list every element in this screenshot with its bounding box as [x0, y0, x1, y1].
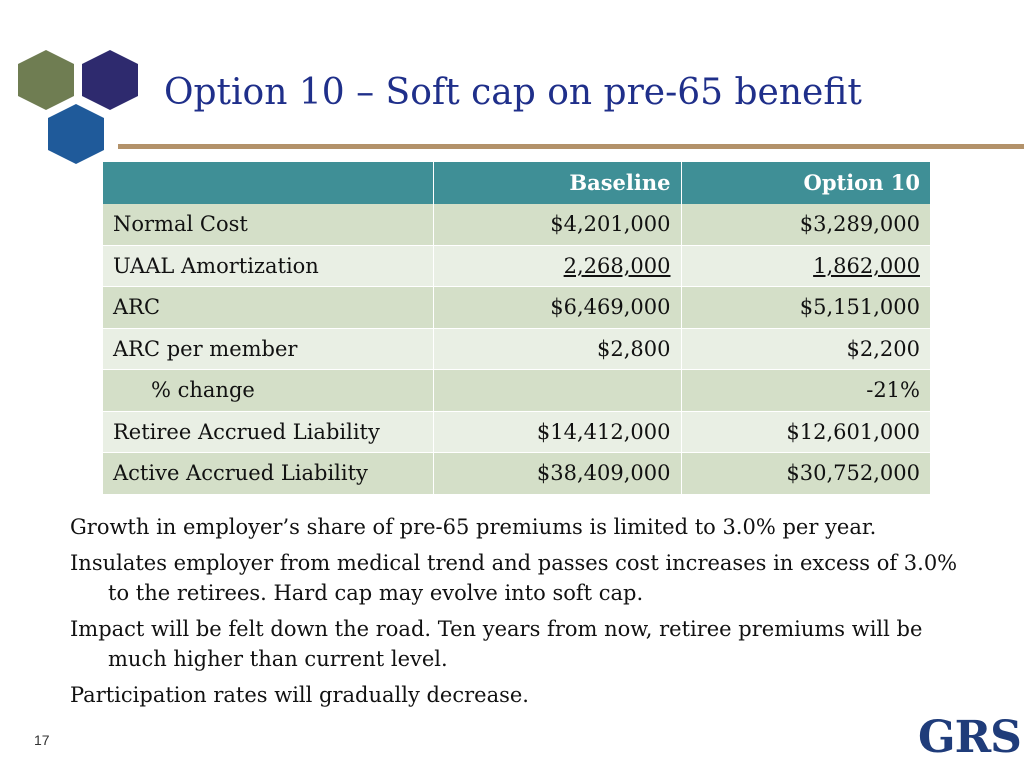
option-value: $30,752,000: [681, 453, 930, 495]
row-label: ARC: [103, 287, 433, 329]
blue-hexagon: [48, 104, 104, 164]
row-label: % change: [103, 370, 433, 412]
baseline-value: $14,412,000: [433, 411, 681, 453]
bullet-item: Participation rates will gradually decrease.: [70, 683, 529, 707]
table-row: [103, 453, 930, 495]
header-baseline: Baseline: [433, 162, 681, 204]
baseline-value: 2,268,000: [563, 253, 671, 278]
baseline-value: $6,469,000: [433, 287, 681, 329]
baseline-value: $2,800: [433, 328, 681, 370]
page-number: 17: [34, 732, 50, 748]
table-row: [103, 287, 930, 329]
baseline-value: $4,201,000: [433, 204, 681, 246]
bullet-item: Impact will be felt down the road. Ten years from now, retiree premiums will be much higher than current level.: [70, 617, 923, 671]
table-row: [103, 328, 930, 370]
option-cell: [681, 245, 930, 287]
table-row: [103, 204, 930, 246]
row-label: UAAL Amortization: [103, 245, 433, 287]
table-row: [103, 370, 930, 412]
bullet-list: [70, 512, 970, 716]
comparison-table: [103, 162, 930, 495]
table-row: [103, 245, 930, 287]
option-value: $3,289,000: [681, 204, 930, 246]
grs-logo: GRS: [918, 712, 1021, 763]
table-row: [103, 411, 930, 453]
header-option: Option 10: [681, 162, 930, 204]
option-value: 1,862,000: [813, 253, 920, 278]
option-value: $12,601,000: [681, 411, 930, 453]
header-empty: [103, 162, 433, 204]
row-label: ARC per member: [103, 328, 433, 370]
option-value: -21%: [681, 370, 930, 412]
option-value: $5,151,000: [681, 287, 930, 329]
baseline-cell: [433, 245, 681, 287]
row-label: Normal Cost: [103, 204, 433, 246]
title-divider: [118, 144, 1024, 149]
baseline-value: $38,409,000: [433, 453, 681, 495]
bullet-item: Insulates employer from medical trend and passes cost increases in excess of 3.0% to the retirees. Hard cap may evolve into soft cap.: [70, 551, 958, 605]
purple-hexagon: [82, 50, 138, 110]
table-header-row: [103, 162, 930, 204]
row-label: Active Accrued Liability: [103, 453, 433, 495]
bullet-item: Growth in employer’s share of pre-65 premiums is limited to 3.0% per year.: [70, 515, 877, 539]
row-label: Retiree Accrued Liability: [103, 411, 433, 453]
option-value: $2,200: [681, 328, 930, 370]
olive-hexagon: [18, 50, 74, 110]
hexagon-logo-icon: [10, 46, 150, 171]
baseline-value: [433, 370, 681, 412]
slide-title: Option 10 – Soft cap on pre-65 benefit: [164, 72, 862, 113]
